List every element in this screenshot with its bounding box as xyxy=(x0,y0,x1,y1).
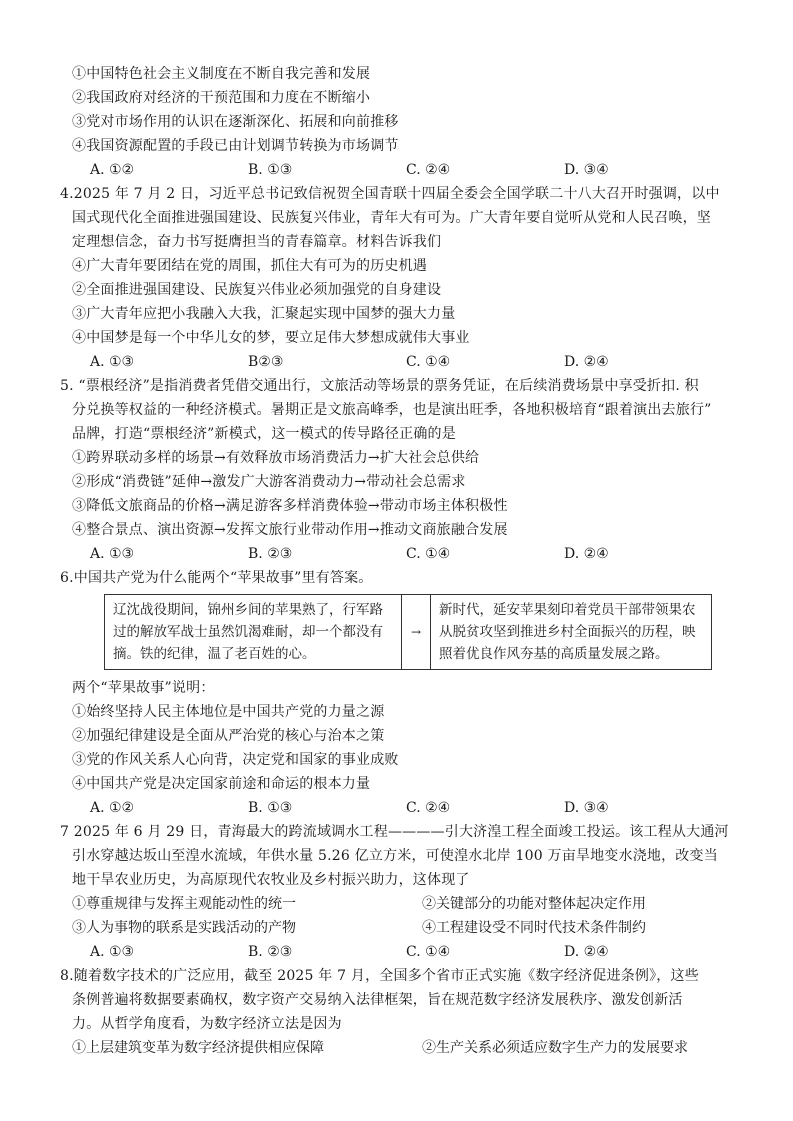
q7-item-1: ①尊重规律与发挥主观能动性的统一 xyxy=(72,896,296,912)
q7-stem-2: 引水穿越达坂山至湟水流域，年供水量 5.26 亿立方米，可使湟水北岸 100 万亩旱地变水浇地，改变当 xyxy=(72,848,718,864)
q5-stem-3: 品牌，打造“票根经济”新模式，这一模式的传导路径正确的是 xyxy=(72,426,456,442)
question-3 xyxy=(72,62,722,182)
q5-item-4: ④整合景点、演出资源→发挥文旅行业带动作用→推动文商旅融合发展 xyxy=(72,522,508,538)
q5-item-3: ③降低文旅商品的价格→满足游客多样消费体验→带动市场主体积极性 xyxy=(72,498,508,514)
q6-option-a[interactable]: A. ①② xyxy=(90,800,135,816)
question-7 xyxy=(60,820,729,964)
question-4 xyxy=(60,182,722,374)
q6-option-d[interactable]: D. ③④ xyxy=(564,800,609,816)
q8-stem-1: 8.随着数字技术的广泛应用，截至 2025 年 7 月，全国多个省市正式实施《数字经济促进条例》，这些 xyxy=(60,968,699,984)
q4-stem-2: 国式现代化全面推进强国建设、民族复兴伟业，青年大有可为。广大青年要自觉听从党和人民召唤，坚 xyxy=(72,210,711,226)
q7-item-2: ②关键部分的功能对整体起决定作用 xyxy=(422,896,646,912)
q7-options xyxy=(72,940,722,964)
q3-option-a[interactable]: A. ①② xyxy=(90,162,135,178)
q8-item-1: ①上层建筑变革为数字经济提供相应保障 xyxy=(72,1040,324,1056)
q3-item-2: ②我国政府对经济的干预范围和力度在不断缩小 xyxy=(72,90,371,106)
q3-option-b[interactable]: B. ①③ xyxy=(248,162,293,178)
q3-option-d[interactable]: D. ③④ xyxy=(564,162,609,178)
arrow-icon: → xyxy=(402,594,430,670)
q6-lead: 两个“苹果故事”说明： xyxy=(72,680,215,696)
q7-stem-1: 7 2025 年 6 月 29 日，青海最大的跨流域调水工程————引大济湟工程全面竣工投运。该工程从大通河 xyxy=(60,824,729,840)
q4-item-4: ④中国梦是每一个中华儿女的梦，要立足伟大梦想成就伟大事业 xyxy=(72,330,470,346)
exam-page xyxy=(60,62,729,1060)
q8-item-2: ②生产关系必须适应数字生产力的发展要求 xyxy=(422,1040,688,1056)
q6-item-2: ②加强纪律建设是全面从严治党的核心与治本之策 xyxy=(72,728,385,744)
q5-option-b[interactable]: B. ②③ xyxy=(248,546,293,562)
q3-option-c[interactable]: C. ②④ xyxy=(406,162,451,178)
q7-option-a[interactable]: A. ①③ xyxy=(90,944,135,960)
q6-option-c[interactable]: C. ②④ xyxy=(406,800,451,816)
q7-option-b[interactable]: B. ②③ xyxy=(248,944,293,960)
q5-option-c[interactable]: C. ①④ xyxy=(406,546,451,562)
q4-option-c[interactable]: C. ①④ xyxy=(406,354,451,370)
q3-options xyxy=(72,158,722,182)
q5-item-2: ②形成“消费链”延伸→激发广大游客消费动力→带动社会总需求 xyxy=(72,474,466,490)
question-5 xyxy=(60,374,722,566)
q3-item-1: ①中国特色社会主义制度在不断自我完善和发展 xyxy=(72,66,371,82)
q5-option-d[interactable]: D. ②④ xyxy=(564,546,609,562)
q5-option-a[interactable]: A. ①③ xyxy=(90,546,135,562)
q7-item-4: ④工程建设受不同时代技术条件制约 xyxy=(422,920,646,936)
apple-story-left: 辽沈战役期间，锦州乡间的苹果熟了，行军路过的解放军战士虽然饥渴难耐，却一个都没有摘。铁的纪律，温了老百姓的心。 xyxy=(104,594,402,670)
q6-item-4: ④中国共产党是决定国家前途和命运的根本力量 xyxy=(72,776,371,792)
q5-stem-1: 5. “票根经济”是指消费者凭借交通出行，文旅活动等场景的票务凭证，在后续消费场景中享受折扣. 积 xyxy=(60,378,699,394)
q5-stem-2: 分兑换等权益的一种经济模式。暑期正是文旅高峰季，也是演出旺季，各地积极培育“跟着演出去旅行” xyxy=(72,402,712,418)
q6-item-3: ③党的作风关系人心向背，决定党和国家的事业成败 xyxy=(72,752,399,768)
q8-items-row-1 xyxy=(72,1036,722,1060)
q7-items-row-1 xyxy=(72,892,722,916)
q4-options xyxy=(72,350,722,374)
q7-items-row-2 xyxy=(72,916,722,940)
q7-stem-3: 地干旱农业历史，为高原现代农牧业及乡村振兴助力，这体现了 xyxy=(72,872,470,888)
q4-stem-3: 定理想信念，奋力书写挺膺担当的青春篇章。材料告诉我们 xyxy=(72,234,442,250)
q4-item-1: ④广大青年要团结在党的周围，抓住大有可为的历史机遇 xyxy=(72,258,427,274)
q4-option-d[interactable]: D. ②④ xyxy=(564,354,609,370)
q4-option-b[interactable]: B②③ xyxy=(248,354,284,370)
q6-item-1: ①始终坚持人民主体地位是中国共产党的力量之源 xyxy=(72,704,385,720)
q6-options xyxy=(72,796,722,820)
q5-item-1: ①跨界联动多样的场景→有效释放市场消费活力→扩大社会总供给 xyxy=(72,450,480,466)
question-8 xyxy=(60,964,722,1060)
q8-stem-3: 力。从哲学角度看，为数字经济立法是因为 xyxy=(72,1016,342,1032)
q4-stem-1: 4.2025 年 7 月 2 日，习近平总书记致信祝贺全国青联十四届全委会全国学联二十八大召开时强调，以中 xyxy=(60,186,720,202)
q7-option-d[interactable]: D. ②④ xyxy=(564,944,609,960)
q4-option-a[interactable]: A. ①③ xyxy=(90,354,135,370)
q7-option-c[interactable]: C. ①④ xyxy=(406,944,451,960)
q5-options xyxy=(72,542,722,566)
q3-item-4: ④我国资源配置的手段已由计划调节转换为市场调节 xyxy=(72,138,399,154)
q4-item-3: ③广大青年应把小我融入大我，汇聚起实现中国梦的强大力量 xyxy=(72,306,456,322)
apple-story-boxes xyxy=(104,594,722,670)
question-6 xyxy=(60,566,722,820)
apple-story-right: 新时代，延安苹果刻印着党员干部带领果农从脱贫攻坚到推进乡村全面振兴的历程，映照着优良作风夯基的高质量发展之路。 xyxy=(430,594,712,670)
q7-item-3: ③人为事物的联系是实践活动的产物 xyxy=(72,920,296,936)
q6-stem: 6.中国共产党为什么能两个“苹果故事”里有答案。 xyxy=(60,570,373,586)
q8-stem-2: 条例普遍将数据要素确权，数字资产交易纳入法律框架，旨在规范数字经济发展秩序、激发创新活 xyxy=(72,992,683,1008)
q3-item-3: ③党对市场作用的认识在逐渐深化、拓展和向前推移 xyxy=(72,114,399,130)
q4-item-2: ②全面推进强国建设、民族复兴伟业必须加强党的自身建设 xyxy=(72,282,442,298)
q6-option-b[interactable]: B. ①③ xyxy=(248,800,293,816)
